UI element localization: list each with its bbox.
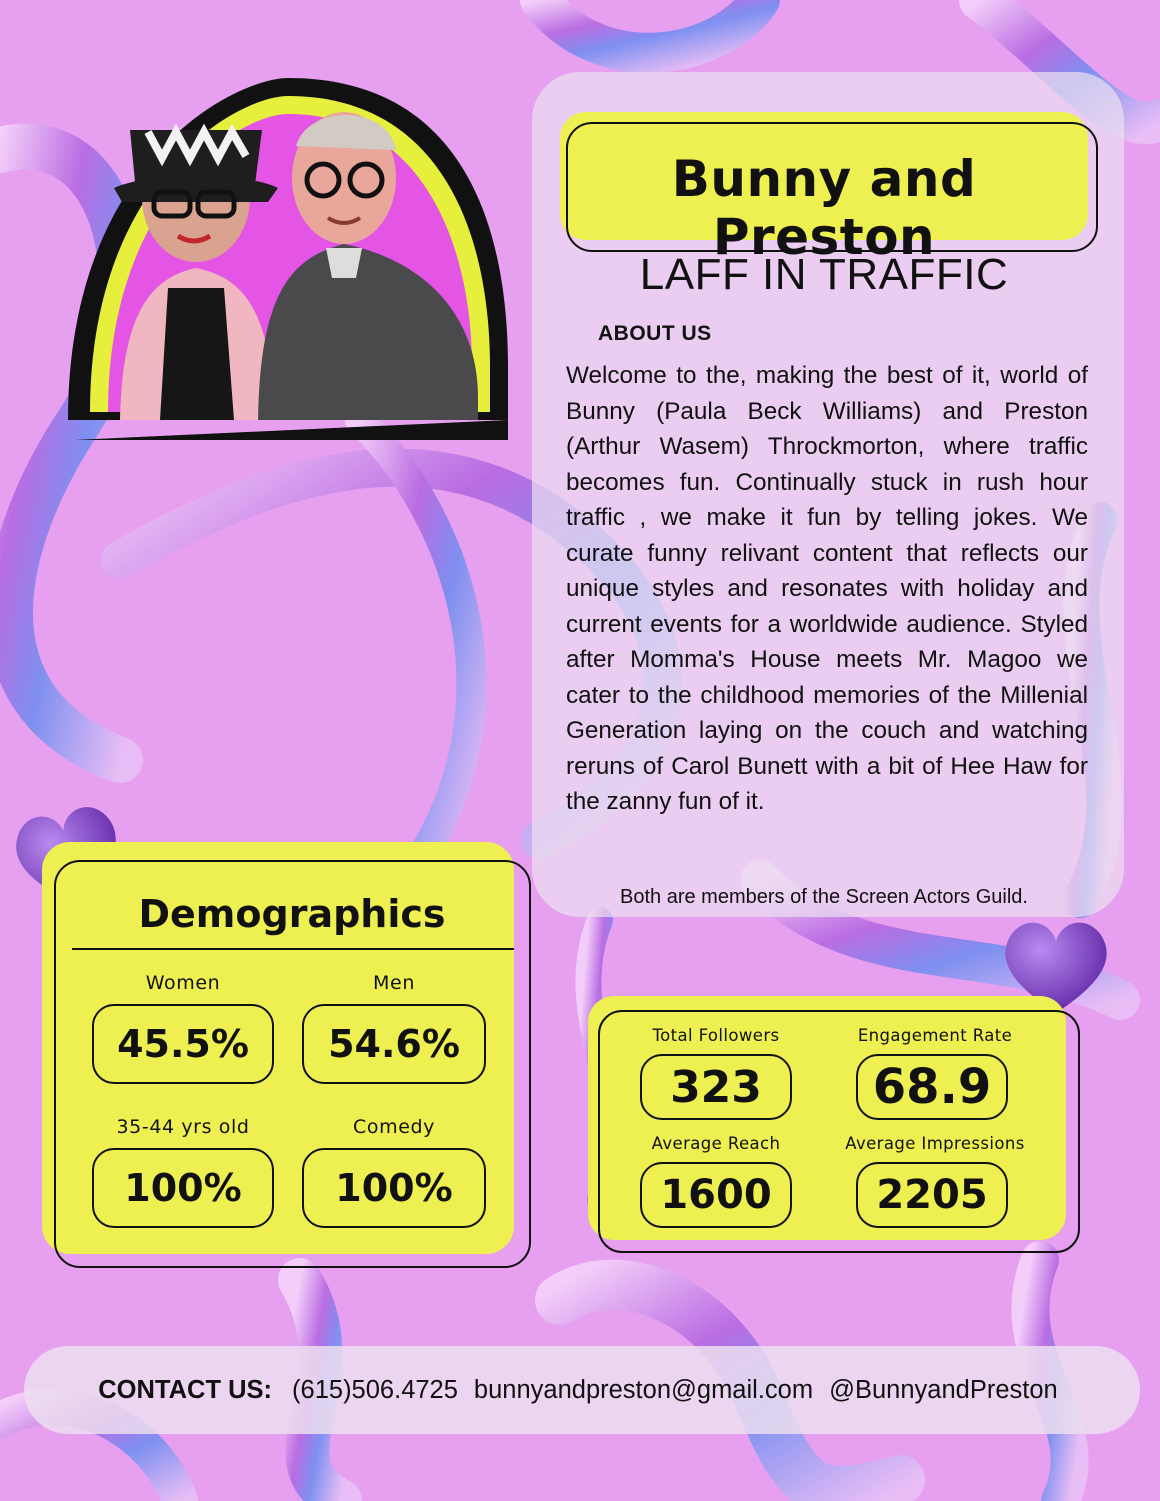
stat-value-men: 54.6% (302, 1004, 486, 1084)
stat-label-genre: Comedy (353, 1116, 435, 1138)
about-heading: ABOUT US (598, 322, 712, 345)
metric-value-reach: 1600 (640, 1162, 792, 1228)
metric-value-followers: 323 (640, 1054, 792, 1120)
stat-label-age: 35-44 yrs old (116, 1116, 250, 1138)
contact-phone[interactable]: (615)506.4725 (292, 1375, 458, 1404)
stat-value-age: 100% (92, 1148, 274, 1228)
page-title: Bunny and Preston (671, 150, 977, 266)
sag-note: Both are members of the Screen Actors Guild. (620, 886, 1028, 908)
demographics-divider (72, 948, 514, 950)
metric-label-engagement: Engagement Rate (857, 1026, 1013, 1045)
contact-email[interactable]: bunnyandpreston@gmail.com (473, 1375, 814, 1404)
stat-value-women: 45.5% (92, 1004, 274, 1084)
metric-label-reach: Average Reach (651, 1134, 781, 1153)
demographics-title: Demographics (138, 892, 446, 936)
metric-value-impressions: 2205 (856, 1162, 1008, 1228)
metric-label-impressions: Average Impressions (845, 1134, 1025, 1153)
metric-value-engagement: 68.9 (856, 1054, 1008, 1120)
stat-value-genre: 100% (302, 1148, 486, 1228)
contact-label: CONTACT US: (98, 1375, 273, 1404)
stat-label-women: Women (145, 972, 221, 994)
about-body: Welcome to the, making the best of it, world of Bunny (Paula Beck Williams) and Preston (Arthur Wasem) Throckmorton, where traffic becomes fun. Continually stuck in rush hour traffic , we make it fun by telling jokes. We curate funny relivant content that reflects our unique styles and resonates with holiday and current events for a worldwide audience. Styled after Momma's House meets Mr. Magoo we cater to the childhood memories of the Millenial Generation laying on the couch and watching reruns of Carol Bunett with a bit of Hee Haw for the zanny fun of it. (566, 362, 1088, 815)
contact-handle[interactable]: @BunnyandPreston (829, 1375, 1058, 1404)
stat-label-men: Men (373, 972, 415, 994)
page-subtitle: LAFF IN TRAFFIC (639, 250, 1009, 299)
metric-label-followers: Total Followers (652, 1026, 780, 1045)
couple-photo (38, 68, 538, 440)
contact-bar (24, 1346, 1140, 1434)
